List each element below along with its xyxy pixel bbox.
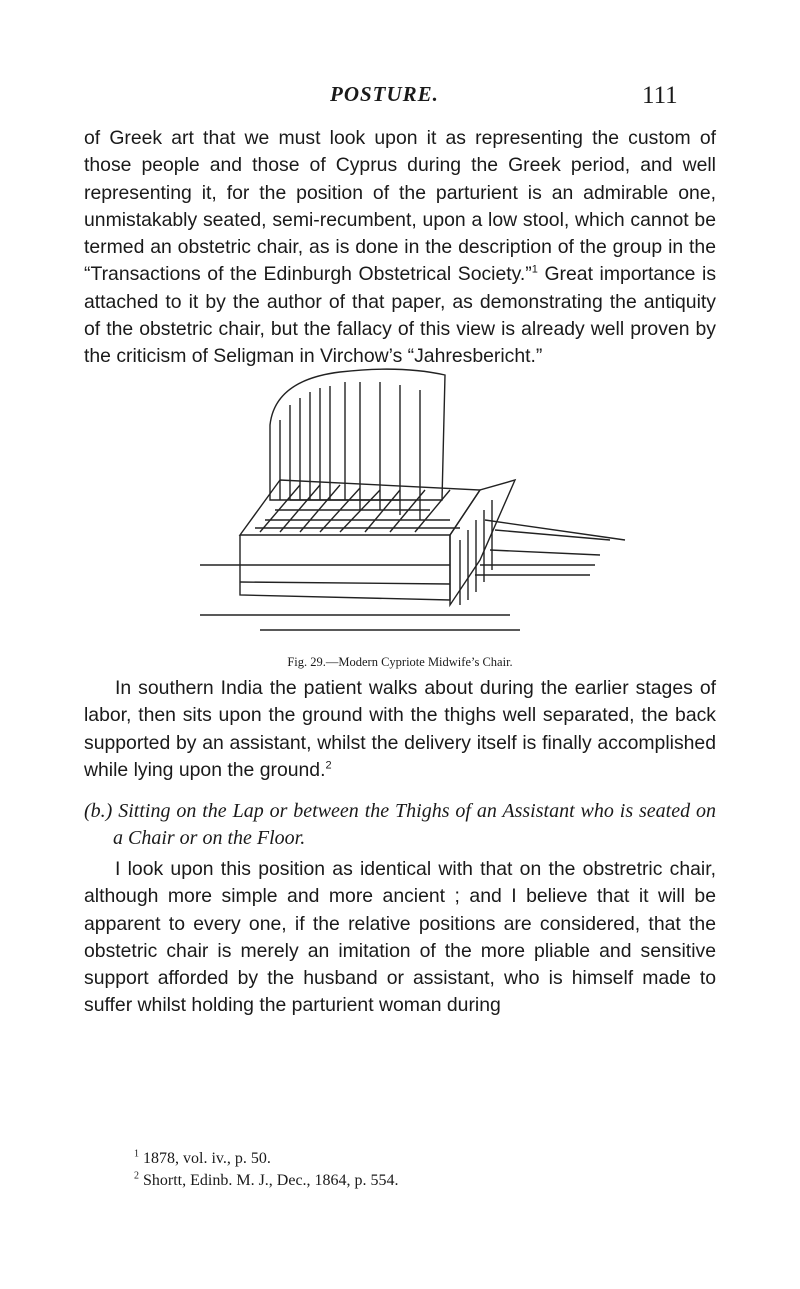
- page-number: 111: [642, 82, 678, 109]
- footnote-ref-1: 1: [531, 264, 538, 277]
- footnote-ref-2: 2: [325, 759, 332, 772]
- figure-caption: Fig. 29.—Modern Cypriote Midwife’s Chair.: [287, 655, 513, 669]
- footnote-mark-2: 2: [134, 1170, 139, 1182]
- section-heading: (b.) Sitting on the Lap or between the Thighs of an Assistant who is seated on a Chair or on the Floor.: [84, 800, 716, 850]
- footnote-text-1: 1878, vol. iv., p. 50.: [143, 1150, 271, 1167]
- paragraph-2-text: In southern India the patient walks about during the earlier stages of labor, then sits upon the ground with the thighs well separated, the back supported by an assistant, whilst the delivery itself is finally accomplished while lying upon the ground.: [84, 677, 716, 781]
- paragraph-1: [84, 125, 716, 371]
- footnote-mark-1: 1: [134, 1148, 139, 1160]
- paragraph-2: [84, 675, 716, 784]
- paragraph-1-text: of Greek art that we must look upon it as representing the custom of those people and those of Cyprus during the Greek period, and well representing it, for the position of the parturient is an admirable one, unmistakably seated, semi-recumbent, upon a low stool, which cannot be termed an obstetric chair, as is done in the description of the group in the “Transactions of the Edinburgh Obstetrical Society.”: [84, 127, 716, 286]
- footnote-text-2: Shortt, Edinb. M. J., Dec., 1864, p. 554.: [143, 1172, 399, 1189]
- paragraph-3: I look upon this position as identical with that on the obstretric chair, although more simple and more ancient ; and I believe that it will be apparent to every one, if the relative positions are considered, that the obstetric chair is merely an imitation of the more pliable and sensitive support afforded by the husband or assistant, who is himself made to suffer whilst holding the parturient woman during: [84, 858, 716, 1017]
- footnote-1: [134, 1148, 694, 1170]
- midwife-chair-illustration: [180, 360, 630, 645]
- paragraph-1-continued: Great importance is attached to it by the author of that paper, as demonstrating the antiquity of the obstetric chair, but the fallacy of this view is already well proven by the criticism of Seligman in Virchow’s “Jahresbericht.”: [84, 263, 717, 368]
- footnotes: [134, 1148, 694, 1192]
- footnote-2: [134, 1170, 694, 1192]
- running-title: POSTURE.: [330, 82, 439, 106]
- page-header: [0, 78, 800, 118]
